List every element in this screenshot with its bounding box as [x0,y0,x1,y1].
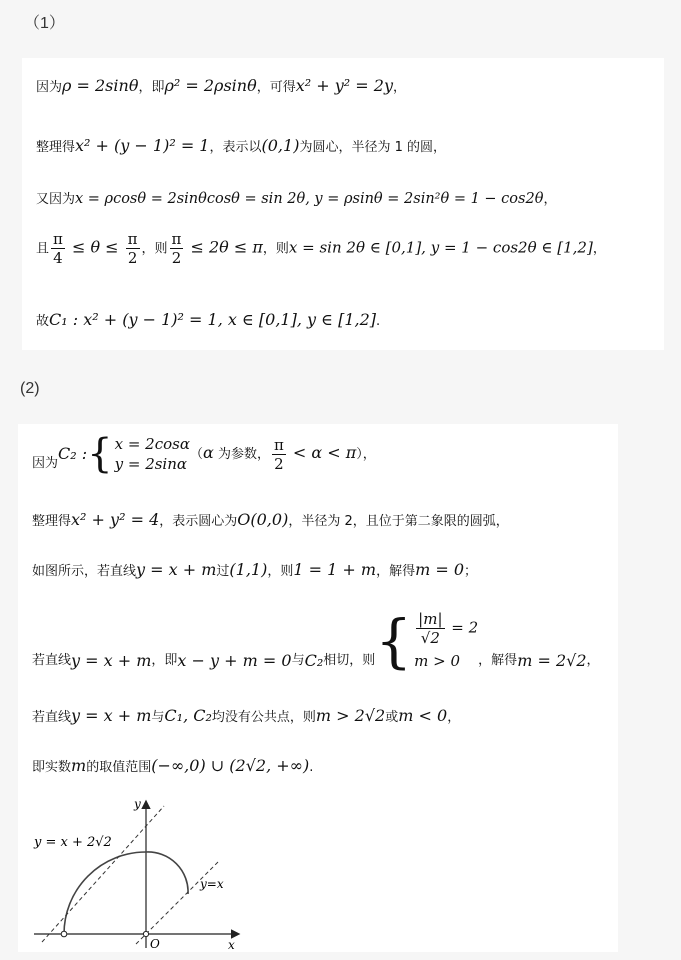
p1-line5 [36,310,380,332]
formula: m < 0 [398,706,448,725]
p1-line2 [36,136,446,158]
denominator: √2 [420,629,440,647]
text: ，解得 [376,564,416,579]
formula: y = x + m [136,560,217,579]
text: 若直线 [32,653,72,668]
formula: ρ = 2sinθ [62,76,139,95]
text: 与 [291,653,305,668]
text: 均没有公共点，则 [211,710,316,725]
text: 因为 [32,456,59,471]
part1-label: （1） [24,15,65,32]
text: ， [543,192,557,207]
x-axis-label: x [228,938,235,952]
numerator: |m| [418,610,443,628]
text: 过 [216,564,230,579]
denominator: 4 [53,249,63,267]
solution-part2-card [18,424,618,952]
formula: x = sin 2θ ∈ [0,1], y = 1 − cos2θ ∈ [1,2] [288,238,593,257]
text: ， [586,653,600,668]
text: ， [592,241,606,257]
line-label: y=x [200,877,224,891]
formula: C₁, C₂ [164,706,212,725]
equation-row: y = 2sinα [114,455,188,473]
formula: 1 = 1 + m [293,560,377,579]
text: ，解得 [478,653,518,668]
text: ，则 [262,241,289,257]
formula: = 2 [446,618,479,637]
text: 与 [151,710,165,725]
text: 且 [36,241,50,257]
formula: C₂ [304,651,324,670]
denominator: 2 [274,454,284,473]
text: 相切，则 [323,653,376,668]
formula: C₁ : x² + (y − 1)² = 1, x ∈ [0,1], y ∈ [1,2] [49,310,376,329]
formula: x² + y² = 4 [71,510,160,529]
numerator: π [127,230,138,248]
p1-line4 [36,230,606,267]
p1-line3 [36,188,556,210]
line-y-eq-x [136,862,218,944]
formula: m = 2√2 [517,651,587,670]
formula: y = x + m [71,651,152,670]
arc-endpoint-origin [143,931,148,936]
part2-label: (2) [20,380,40,397]
numerator: π [171,230,182,248]
formula: (1,1) [229,560,268,579]
text: ，即 [138,80,165,95]
formula: (0,1) [261,136,300,155]
text: 或 [385,710,399,725]
text: ，可得 [256,80,296,95]
fraction [170,230,184,267]
formula: m [71,756,87,775]
formula: m > 2√2 [315,706,386,725]
text: ，则 [267,564,294,579]
condition-row-2: m > 0 [414,652,461,670]
p2-line2 [32,510,509,532]
formula: < α < π [287,443,357,462]
text: 整理得 [36,140,76,155]
equation-system [115,434,190,474]
text: ，表示圆心为 [159,514,238,529]
text: 故 [36,314,50,329]
numerator: π [273,435,284,454]
formula: O(0,0) [237,510,289,529]
text: 若直线 [32,710,72,725]
p2-line3 [32,560,477,582]
y-axis-label: y [134,797,141,811]
text: 因为 [36,80,63,95]
p2-line6 [32,756,313,778]
text: 如图所示，若直线 [32,564,137,579]
text: . [376,314,381,329]
text: ，则 [141,241,168,257]
formula: ≤ θ ≤ [66,237,124,257]
c2-arc [64,852,146,934]
formula: x² + (y − 1)² = 1 [75,136,210,155]
c1-arc [146,852,188,894]
origin-label: O [150,937,160,951]
formula: C₂ : [58,444,88,463]
formula: α [203,443,214,462]
p2-line4 [32,606,600,675]
text: 的取值范围 [86,760,152,775]
text: 为圆心，半径为 1 的圆， [299,140,446,155]
brace-glyph: { [87,431,113,477]
arc-endpoint [61,931,67,937]
numerator: π [53,230,63,248]
formula: x = ρcosθ = 2sinθcosθ = sin 2θ, y = ρsinθ = 2sin²θ = 1 − cos2θ [75,191,544,207]
text: 为参数， [213,447,270,462]
condition-row-1 [414,610,478,647]
formula: (−∞,0) ∪ (2√2, +∞) [151,756,310,775]
fraction [126,230,140,267]
text: ）， [356,447,376,462]
formula: m = 0 [415,560,465,579]
fraction [272,436,286,473]
text: ； [464,564,478,579]
denominator: 2 [171,249,182,267]
text: 即实数 [32,760,72,775]
formula: x − y + m = 0 [177,651,292,670]
denominator: 2 [127,249,138,267]
text: ， [447,710,461,725]
p2-line5 [32,706,460,728]
graph-figure [28,792,248,952]
fraction [416,610,444,647]
text: ， [393,80,407,95]
formula: ρ² = 2ρsinθ [164,76,257,95]
text: ，即 [151,653,178,668]
formula: x² + y² = 2y [295,76,393,95]
text: . [309,760,314,775]
formula: ≤ 2θ ≤ π [185,237,263,257]
text: 又因为 [36,192,76,207]
equation-row: x = 2cosα [114,435,190,453]
formula: y = x + m [71,706,152,725]
text: ，表示以 [209,140,262,155]
brace-glyph: { [375,606,413,675]
p2-line1 [32,431,376,477]
text: （ [189,447,203,462]
text: 整理得 [32,514,72,529]
tangent-label: y = x + 2√2 [34,835,112,850]
p1-line1 [36,76,406,98]
fraction [51,230,65,267]
condition-system [414,610,478,671]
solution-part1-card [22,58,664,350]
text: ，半径为 2，且位于第二象限的圆弧， [288,514,509,529]
